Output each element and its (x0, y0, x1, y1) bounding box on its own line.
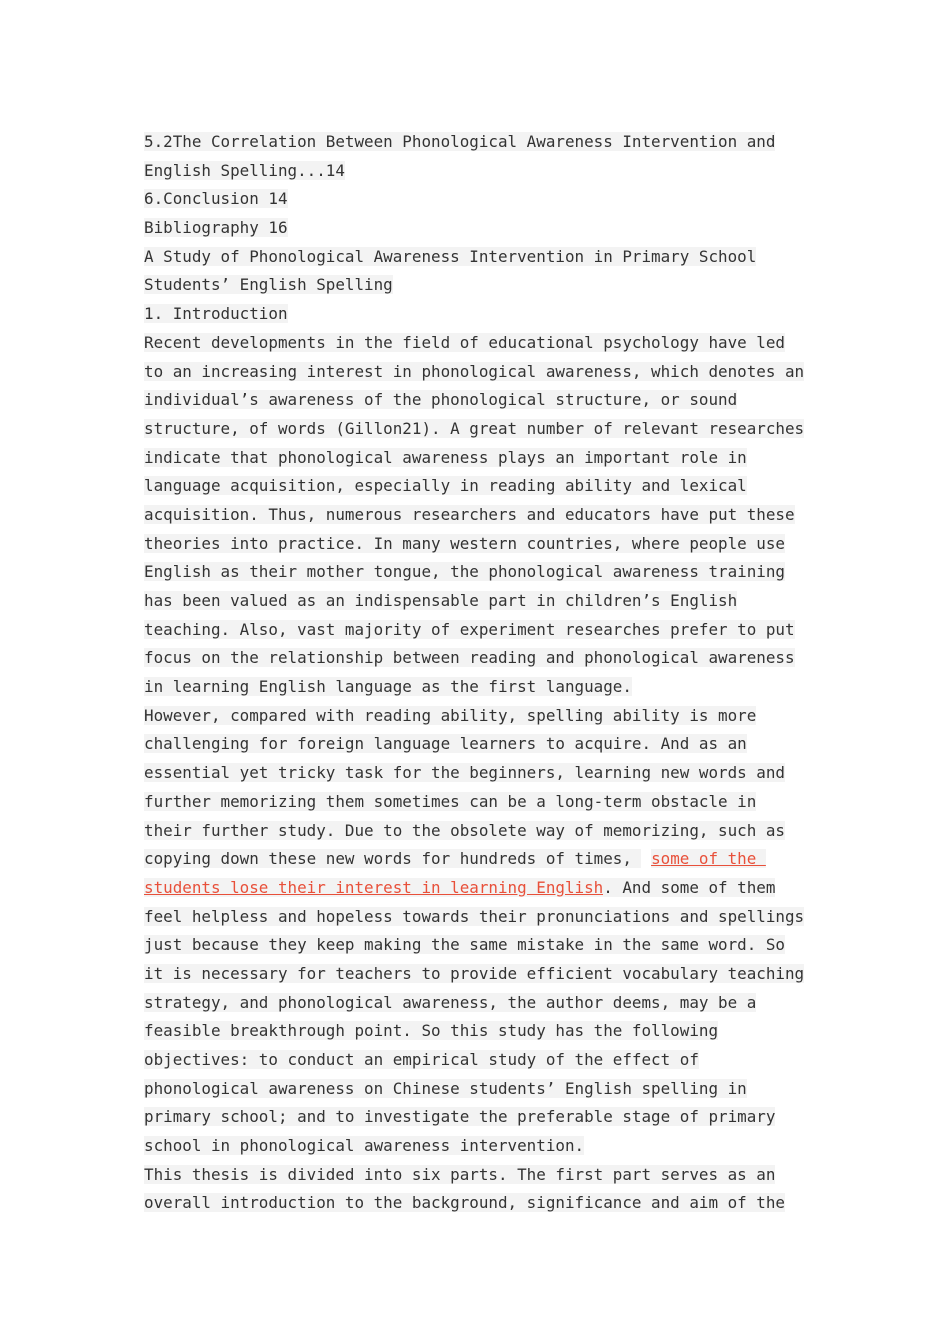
paragraph-line-text: However, compared with reading ability, spelling ability is more (144, 705, 757, 725)
paragraph-line (144, 1161, 814, 1190)
paragraph-line (144, 501, 814, 530)
paragraph-line (144, 444, 814, 473)
paragraph-line-text: their further study. Due to the obsolete way of memorizing, such as (144, 820, 785, 840)
toc-entry-bibliography-text: Bibliography 16 (144, 218, 288, 238)
paragraph-line (144, 616, 814, 645)
paragraph-line (144, 845, 814, 874)
document-title-cont (144, 271, 814, 300)
paragraph-line-text: teaching. Also, vast majority of experiment researches prefer to put (144, 619, 795, 639)
paragraph-line-text: phonological awareness on Chinese students’ English spelling in (144, 1078, 747, 1098)
paragraph-line-text: feasible breakthrough point. So this study has the following (144, 1021, 719, 1041)
paragraph-line (144, 931, 814, 960)
paragraph-line-text: language acquisition, especially in reading ability and lexical (144, 476, 747, 496)
paragraph-line (144, 817, 814, 846)
paragraph-line (144, 903, 814, 932)
paragraph-line-text: strategy, and phonological awareness, the author deems, may be a (144, 992, 757, 1012)
paragraph-line (144, 673, 814, 702)
toc-entry-6-text: 6.Conclusion 14 (144, 189, 288, 209)
paragraph-3 (144, 1161, 814, 1218)
toc-entry-5-2-line1: 5.2The Correlation Between Phonological Awareness Intervention and (144, 132, 776, 151)
paragraph-line (144, 644, 814, 673)
paragraph-line-text: indicate that phonological awareness plays an important role in (144, 447, 747, 467)
paragraph-line (144, 1075, 814, 1104)
paragraph-line (144, 1103, 814, 1132)
paragraph-line-text: individual’s awareness of the phonological structure, or sound (144, 390, 738, 410)
paragraph-line (144, 788, 814, 817)
toc-entry-5-2 (144, 128, 814, 157)
paragraph-line-text: to an increasing interest in phonological awareness, which denotes an (144, 361, 805, 381)
paragraph-line (144, 874, 814, 903)
paragraph-line-text: it is necessary for teachers to provide efficient vocabulary teaching (144, 963, 805, 983)
paragraph-line-text: objectives: to conduct an empirical study of the effect of (144, 1050, 699, 1069)
paragraph-line (144, 558, 814, 587)
paragraph-line-text: Recent developments in the field of educational psychology have led (144, 332, 785, 352)
paragraph-line (144, 1189, 814, 1218)
paragraph-line-text: primary school; and to investigate the preferable stage of primary (144, 1107, 776, 1127)
toc-entry-5-2-cont (144, 157, 814, 186)
paragraph-line-text: overall introduction to the background, significance and aim of the (144, 1193, 785, 1213)
paragraph-line-text: further memorizing them sometimes can be a long-term obstacle in (144, 791, 757, 811)
section-heading-text: 1. Introduction (144, 304, 288, 324)
section-heading (144, 300, 814, 329)
toc-entry-5-2-line2: English Spelling...14 (144, 160, 345, 180)
paragraph-line (144, 960, 814, 989)
paragraph-line-text: acquisition. Thus, numerous researchers and educators have put these (144, 504, 795, 524)
paragraph-line-text: English as their mother tongue, the phonological awareness training (144, 562, 785, 582)
paragraph-line (144, 1132, 814, 1161)
paragraph-line (144, 989, 814, 1018)
paragraph-line (144, 730, 814, 759)
paragraph-line (144, 386, 814, 415)
paragraph-line (144, 1046, 814, 1075)
document-title-line1: A Study of Phonological Awareness Intervention in Primary School (144, 246, 757, 266)
paragraph-line-text: theories into practice. In many western countries, where people use (144, 533, 785, 553)
paragraph-line-text: focus on the relationship between reading and phonological awareness (144, 648, 795, 668)
paragraph-line (144, 1017, 814, 1046)
paragraph-line (144, 530, 814, 559)
paragraph-line-text: copying down these new words for hundreds of times, (144, 849, 642, 869)
paragraph-1 (144, 329, 814, 702)
document-title (144, 243, 814, 272)
paragraph-line-text: This thesis is divided into six parts. The first part serves as an (144, 1164, 776, 1184)
document-page (144, 128, 814, 1218)
paragraph-line-text: school in phonological awareness intervention. (144, 1136, 585, 1156)
paragraph-line-text: just because they keep making the same mistake in the same word. So (144, 935, 785, 955)
paragraph-line-text: challenging for foreign language learners to acquire. And as an (144, 734, 747, 754)
paragraph-line (144, 702, 814, 731)
paragraph-line-text: . And some of them (603, 877, 776, 897)
paragraph-line (144, 587, 814, 616)
paragraph-line-text: feel helpless and hopeless towards their pronunciations and spellings (144, 906, 805, 926)
paragraph-line (144, 472, 814, 501)
paragraph-2 (144, 702, 814, 1161)
paragraph-line-text: in learning English language as the first language. (144, 677, 632, 697)
toc-entry-bibliography (144, 214, 814, 243)
paragraph-line (144, 415, 814, 444)
paragraph-line-text: has been valued as an indispensable part in children’s English (144, 591, 738, 610)
flagged-error-text[interactable]: students lose their interest in learning English (144, 877, 604, 897)
paragraph-line-text: essential yet tricky task for the beginners, learning new words and (144, 763, 785, 783)
toc-entry-6 (144, 185, 814, 214)
paragraph-line-text: structure, of words (Gillon21). A great number of relevant researches (144, 418, 805, 438)
flagged-error-text[interactable]: some of the (651, 849, 766, 869)
paragraph-line (144, 329, 814, 358)
document-title-line2: Students’ English Spelling (144, 275, 393, 295)
paragraph-line (144, 759, 814, 788)
paragraph-line (144, 358, 814, 387)
